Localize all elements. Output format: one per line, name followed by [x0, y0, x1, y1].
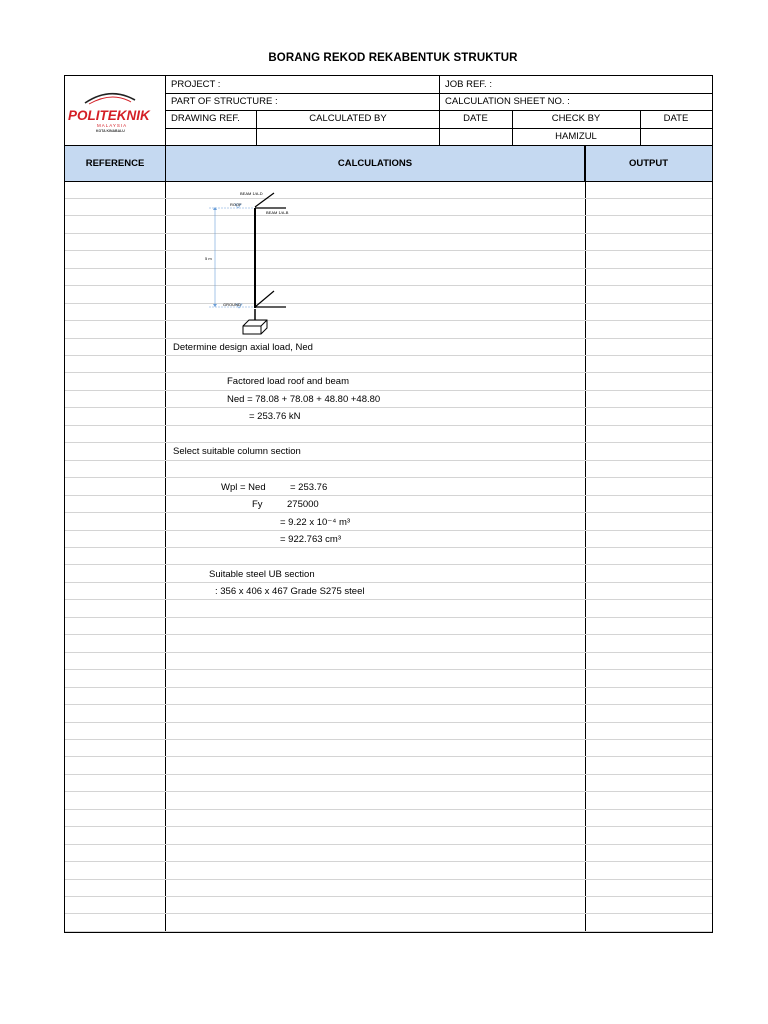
- ruled-line: [65, 652, 712, 653]
- ruled-line: [65, 687, 712, 688]
- checker-name: HAMIZUL: [555, 131, 597, 142]
- calc-line-6b: = 253.76: [290, 482, 328, 493]
- ruled-line: [65, 617, 712, 618]
- ruled-line: [65, 442, 712, 443]
- form-title: BORANG REKOD REKABENTUK STRUKTUR: [268, 52, 518, 64]
- calc-line-6a: Wpl = Ned: [221, 482, 266, 493]
- ruled-line: [65, 390, 712, 391]
- ruled-line: [65, 198, 712, 199]
- calc-line-5: Select suitable column section: [173, 446, 301, 457]
- ruled-line: [65, 826, 712, 827]
- project-label: PROJECT :: [171, 79, 221, 90]
- date-label-2: DATE: [663, 113, 689, 124]
- ruled-line: [65, 407, 712, 408]
- reference-header: REFERENCE: [65, 146, 166, 181]
- ruled-line: [65, 722, 712, 723]
- height-label: 5 m: [205, 256, 212, 261]
- ruled-line: [65, 268, 712, 269]
- roof-label: ROOF: [230, 202, 242, 207]
- check-by-label: CHECK BY: [551, 113, 601, 124]
- logo-wordmark: POLITEKNIK: [68, 108, 150, 123]
- ruled-line: [65, 634, 712, 635]
- calculation-sheet: [64, 75, 713, 933]
- ruled-line: [65, 599, 712, 600]
- ruled-line: [65, 355, 712, 356]
- ruled-line: [65, 791, 712, 792]
- ruled-line: [65, 739, 712, 740]
- ruled-line: [65, 879, 712, 880]
- part-of-structure-label: PART OF STRUCTURE :: [171, 96, 278, 107]
- logo-sub2: KOTA KINABALU: [96, 129, 125, 133]
- ruled-line: [65, 425, 712, 426]
- calculated-by-label: CALCULATED BY: [309, 113, 387, 124]
- ruled-line: [65, 861, 712, 862]
- ruled-line: [65, 215, 712, 216]
- ruled-line: [65, 250, 712, 251]
- calc-line-7a: Fy: [252, 499, 263, 510]
- calc-line-3: Ned = 78.08 + 78.08 + 48.80 +48.80: [227, 394, 381, 405]
- ruled-line: [65, 372, 712, 373]
- calc-line-1: Determine design axial load, Ned: [173, 342, 313, 353]
- politeknik-logo: [65, 76, 166, 146]
- output-header: OUTPUT: [585, 146, 712, 181]
- ruled-line: [65, 320, 712, 321]
- ground-label: GROUND: [223, 302, 241, 307]
- ruled-line: [65, 896, 712, 897]
- ruled-line: [65, 303, 712, 304]
- calc-line-7b: 275000: [287, 499, 319, 510]
- logo-sub1: MALAYSIA: [97, 123, 128, 128]
- politeknik-logo-icon: [65, 76, 166, 146]
- ruled-line: [65, 530, 712, 531]
- ruled-line: [65, 582, 712, 583]
- ruled-line: [65, 460, 712, 461]
- ruled-line: [65, 233, 712, 234]
- ruled-line: [65, 913, 712, 914]
- calc-line-10: Suitable steel UB section: [209, 569, 315, 580]
- ruled-line: [65, 564, 712, 565]
- calc-line-8: = 9.22 x 10⁻⁴ m³: [280, 517, 351, 528]
- ruled-line: [65, 704, 712, 705]
- date-label-1: DATE: [463, 113, 488, 124]
- beam-right-label: BEAM 1/A-B: [266, 210, 289, 215]
- drawing-ref-label: DRAWING REF.: [171, 113, 240, 124]
- calculations-header: CALCULATIONS: [166, 146, 585, 181]
- ruled-line: [65, 285, 712, 286]
- calc-line-11: : 356 x 406 x 467 Grade S275 steel: [215, 586, 365, 597]
- ruled-line: [65, 844, 712, 845]
- ruled-line: [65, 774, 712, 775]
- ruled-line: [65, 547, 712, 548]
- calc-sheet-no-label: CALCULATION SHEET NO. :: [445, 96, 570, 107]
- ruled-line: [65, 809, 712, 810]
- job-ref-label: JOB REF. :: [445, 79, 492, 90]
- ruled-line: [65, 338, 712, 339]
- ruled-line: [65, 931, 712, 932]
- column-frame-diagram: [199, 188, 309, 338]
- ruled-line: [65, 756, 712, 757]
- calc-line-9: = 922.763 cm³: [280, 534, 341, 545]
- calc-line-4: = 253.76 kN: [249, 411, 301, 422]
- ruled-line: [65, 477, 712, 478]
- ruled-line: [65, 512, 712, 513]
- ruled-line: [65, 495, 712, 496]
- beam-top-label: BEAM 1/A-D: [240, 191, 263, 196]
- calc-line-2: Factored load roof and beam: [227, 376, 349, 387]
- ruled-line: [65, 669, 712, 670]
